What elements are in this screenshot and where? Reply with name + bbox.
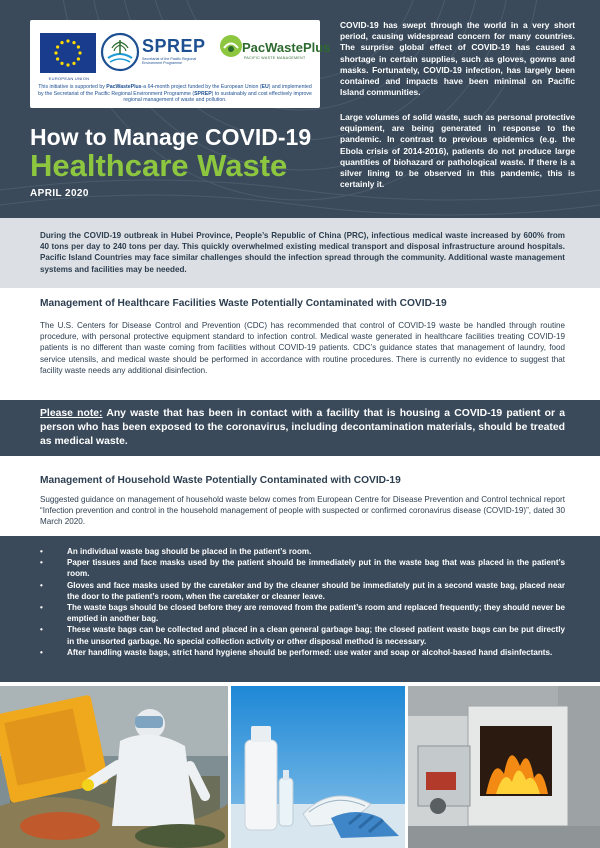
please-note-band — [0, 400, 600, 456]
photo-strip — [0, 682, 600, 848]
eu-flag-icon — [40, 33, 96, 73]
section-healthcare-body: The U.S. Centers for Disease Control and Prevention (CDC) has recommended that control of COVID-19 waste be handled through routine procedure, with personal protective equipment standard to infection control. Medical waste generated in healthcare facilities treating COVID-19 patients is no different than waste coming from facilities without COVID-19 patients. CDC’s guidance states that management of laundry, food service utensils, and medical waste should be performed in accordance with routine procedures. There is currently no evidence to suggest that facility waste needs any additional disinfection. — [40, 321, 565, 375]
page-title-line2: Healthcare Waste — [30, 148, 288, 183]
list-item: • After handling waste bags, strict hand hygiene should be performed: use water and soap or alcohol-based hand disinfectants. — [40, 647, 565, 658]
partner-logos-card — [30, 20, 331, 108]
section-household-body: Suggested guidance on management of household waste below comes from European Centre for Disease Prevention and Control technical report “Infection prevention and control in the household management of people with suspected or confirmed coronavirus disease (COVID-19)”, dated 30 March 2020. — [40, 495, 565, 527]
photo-incinerator — [408, 686, 600, 848]
sprep-logo-icon — [100, 32, 140, 72]
household-guidance-band — [0, 536, 600, 682]
sprep-logo-subtitle: Secretariat of the Pacific Regional Environment Programme — [142, 57, 197, 66]
photo-waste-worker — [0, 686, 228, 848]
header-banner — [0, 0, 600, 218]
section-healthcare-title: Management of Healthcare Facilities Waste Potentially Contaminated with COVID-19 — [40, 298, 447, 309]
waste-worker-illustration — [0, 686, 228, 848]
please-note-text: Please note: Any waste that has been in contact with a facility that is housing a COVID-19 patient or a person who has been exposed to the coronavirus, including decontamination materials, should be treated as medical waste. — [40, 408, 565, 447]
list-item: • The waste bags should be closed before they are removed from the patient’s room and replaced frequently; they should never be emptied in another bag. — [40, 602, 565, 624]
photo-ppe-items — [231, 686, 405, 848]
list-item: • These waste bags can be collected and placed in a clean general garbage bag; the closed patient waste bags can be put directly in the unsorted garbage. No special collection activity or other disposal method is necessary. — [40, 624, 565, 646]
intro-paragraph: During the COVID-19 outbreak in Hubei Province, People’s Republic of China (PRC), infectious medical waste increased by 600% from 40 tons per day to 240 tons per day. This quickly overwhelmed existing medical transport and disposal infrastructure around hospitals. Pacific Island Countries may face similar challenges should the infection spread through the community. Additional waste management systems and facilities may be needed. — [40, 231, 565, 274]
list-item: • An individual waste bag should be placed in the patient’s room. — [40, 546, 565, 557]
guidance-list — [40, 546, 565, 658]
pacwasteplus-logo-name: PacWastePlus — [242, 40, 331, 55]
pacwasteplus-logo-subtitle: PACIFIC WASTE MANAGEMENT — [244, 56, 306, 60]
header-paragraph-2: Large volumes of solid waste, such as personal protective equipment, are being generated in response to the pandemic. In contrast to previous epidemics (e.g. the Ebola crisis of 2014-2016), patients do not produce large quantities of biohazard or pathological waste. If there is a silver lining to be observed in this pandemic, this is certainly it. — [340, 112, 575, 190]
page-title-line1: How to Manage COVID-19 — [30, 124, 312, 150]
publication-date: APRIL 2020 — [30, 188, 89, 199]
list-item: • Paper tissues and face masks used by the patient should be immediately put in the waste bag that was placed in the patient’s room. — [40, 557, 565, 579]
list-item: • Gloves and face masks used by the caretaker and by the cleaner should be immediately put in a second waste bag, placed near the door to the patient’s room, when the caretaker or cleaner leave. — [40, 580, 565, 602]
header-paragraph-1: COVID-19 has swept through the world in a very short period, causing widespread concern for many countries. The surprise global effect of COVID-19 has caused a shortage in certain supplies, such as gloves, gowns and masks. Fortunately, COVID-19 infection, has largely been contained and impacts have been minimal on Pacific Island communities. — [340, 20, 575, 98]
incinerator-illustration — [408, 686, 600, 848]
intro-band — [0, 218, 600, 288]
pacwasteplus-logo-icon — [218, 33, 244, 59]
eu-logo-label: EUROPEAN UNION — [48, 76, 90, 81]
funding-statement: This initiative is supported by PacWastePlus-a 64-month project funded by the European Union (EU) and implemented by the Secretariat of the Pacific Regional Environment Programme (SPREP) to sustainably and cost effectively improve regional management of waste and pollution. — [38, 84, 312, 104]
sprep-logo-name: SPREP — [142, 36, 206, 56]
ppe-items-illustration — [231, 686, 405, 848]
section-household-title: Management of Household Waste Potentially Contaminated with COVID-19 — [40, 475, 401, 486]
please-note-label: Please note: — [40, 408, 103, 419]
